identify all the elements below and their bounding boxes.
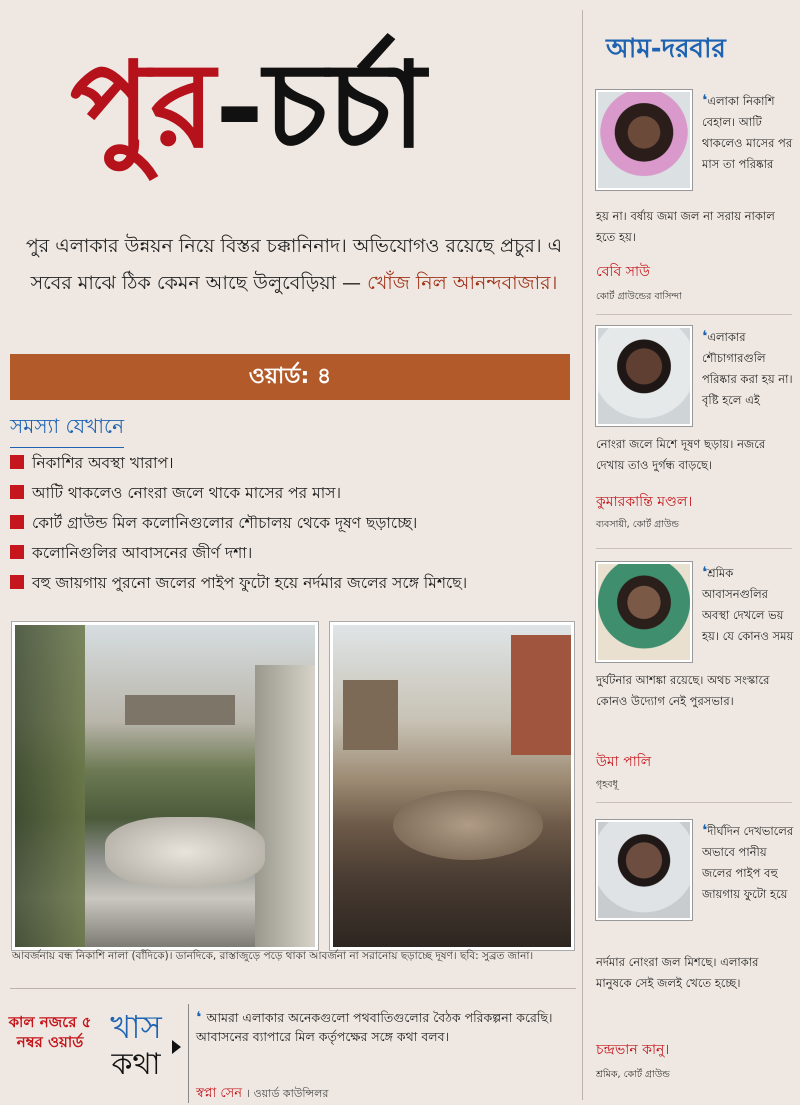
bullet-square-icon — [10, 545, 24, 559]
opinion-name: কুমারকান্তি মণ্ডল। — [596, 494, 693, 510]
street-photo — [330, 622, 574, 950]
problems-heading: সমস্যা যেখানে — [10, 412, 124, 448]
list-item: নিকাশির অবস্থা খারাপ। — [10, 448, 575, 478]
avatar — [596, 326, 692, 426]
opinion-card — [586, 326, 796, 546]
divider — [596, 314, 792, 315]
avatar — [596, 562, 692, 662]
avatar — [596, 820, 692, 920]
opinion-name: চন্দ্রভান কানু। — [596, 1042, 670, 1058]
photo-house — [511, 635, 571, 755]
opinion-name: উমা পালি — [596, 754, 652, 770]
divider — [10, 988, 576, 989]
khas-word: খাস — [110, 1008, 162, 1046]
photo-bridge — [125, 695, 235, 725]
quote-mark-icon: ❛ — [702, 821, 708, 839]
drain-photo — [12, 622, 318, 950]
problems-list — [10, 448, 575, 598]
ward-banner: ওয়ার্ড: ৪ — [10, 354, 570, 400]
opinion-text-top: ❛দীর্ঘদিন দেখভালের অভাবে পানীয় জলের পাইপ বহু জায়গায় ফুটো হয়ে — [702, 821, 794, 901]
divider — [596, 802, 792, 803]
list-item: কলোনিগুলির আবাসনের জীর্ণ দশা। — [10, 538, 575, 568]
councillor-name: স্বপ্না সেন । ওয়ার্ড কাউন্সিলর — [196, 1086, 329, 1101]
bullet-square-icon — [10, 455, 24, 469]
opinion-text-bottom: হয় না। বর্ষায় জমা জল না সরায় নাকাল হতে হয়। — [596, 209, 775, 244]
opinion-text-bottom: দুর্ঘটনার আশঙ্কা রয়েছে। অথচ সংস্কারে কোনও উদ্যোগ নেই পুরসভার। — [596, 673, 770, 708]
photo-rickshaw — [343, 680, 398, 750]
quote-mark-icon: ❛ — [702, 563, 708, 581]
quote-mark-icon: ❛ — [702, 327, 708, 345]
opinion-role: কোর্ট গ্রাউন্ডের বাসিন্দা — [596, 291, 682, 302]
sidebar — [586, 0, 800, 1103]
opinion-card — [586, 562, 796, 802]
title-part-black: -চর্চা — [215, 35, 426, 174]
divider — [596, 548, 792, 549]
column-divider — [582, 10, 583, 1100]
list-item: বহু জায়গায় পুরনো জলের পাইপ ফুটো হয়ে নর্দমার জলের সঙ্গে মিশছে। — [10, 568, 575, 598]
sidebar-title: আম-দরবার — [606, 34, 726, 64]
list-item: কোর্ট গ্রাউন্ড মিল কলোনিগুলোর শৌচালয় থেকে দূষণ ছড়াচ্ছে। — [10, 508, 575, 538]
bullet-square-icon — [10, 575, 24, 589]
intro-credit: খোঁজ নিল আনন্দবাজার। — [367, 272, 558, 294]
opinion-role: ব্যবসায়ী, কোর্ট গ্রাউন্ড — [596, 519, 680, 530]
opinion-text-top: ❛এলাকা নিকাশি বেহাল। আটি থাকলেও মাসের পর মাস তা পরিষ্কার — [702, 91, 793, 171]
arrow-right-icon — [172, 1040, 181, 1054]
bullet-square-icon — [10, 485, 24, 499]
quote-mark-icon: ❛ — [196, 1008, 207, 1026]
avatar — [596, 90, 692, 190]
opinion-role: গৃহবধূ — [596, 779, 618, 790]
intro-paragraph — [20, 228, 568, 302]
photo-garbage — [105, 817, 265, 887]
intro-text: পুর এলাকার উন্নয়ন নিয়ে বিস্তর চক্কানিনাদ। অভিযোগও রয়েছে প্রচুর। এ সবের মাঝে ঠিক কেমন আছে উলুবেড়িয়া — — [25, 235, 563, 294]
photo-caption: আবর্জনায় বন্ধ নিকাশি নালা (বাঁদিকে)। ডানদিকে, রাস্তাজুড়ে পড়ে থাকা আবর্জনা না সরানোয় ছড়াচ্ছে দূষণ। ছবি: সুব্রত জানা। — [12, 950, 534, 962]
divider — [188, 1004, 189, 1103]
title-part-red: পুর — [70, 35, 216, 174]
opinion-card — [586, 820, 796, 1103]
page-title — [70, 20, 530, 200]
opinion-card — [586, 90, 796, 310]
photo-wall-left — [15, 625, 85, 947]
katha-word: কথা — [111, 1047, 161, 1082]
bullet-square-icon — [10, 515, 24, 529]
ward-tag: কাল নজরে ৫ নম্বর ওয়ার্ড — [8, 1013, 92, 1051]
khas-katha-label — [104, 1008, 168, 1084]
photo-pig — [393, 790, 543, 860]
opinion-role: শ্রমিক, কোর্ট গ্রাউন্ড — [596, 1069, 670, 1080]
photo-wall-right — [255, 665, 315, 950]
opinion-text-bottom: নোংরা জলে মিশে দূষণ ছড়ায়। নজরে দেখায় তাও দুর্গন্ধ বাড়ছে। — [596, 437, 766, 472]
opinion-text-top: ❛শ্রমিক আবাসনগুলির অবস্থা দেখলে ভয় হয়। যে কোনও সময় — [702, 563, 794, 643]
councillor-quote: ❛ আমরা এলাকার অনেকগুলো পথবাতিগুলোর বৈঠক পরিকল্পনা করেছি। আবাসনের ব্যাপারে মিল কর্তৃপক্ষের সঙ্গে কথা বলব। — [196, 1008, 553, 1044]
opinion-text-bottom: নর্দমার নোংরা জল মিশছে। এলাকার মানুষকে সেই জলই খেতে হচ্ছে। — [596, 955, 759, 990]
opinion-name: বেবি সাউ — [596, 264, 650, 280]
list-item: আটি থাকলেও নোংরা জলে থাকে মাসের পর মাস। — [10, 478, 575, 508]
opinion-text-top: ❛এলাকার শৌচাগারগুলি পরিষ্কার করা হয় না। বৃষ্টি হলে এই — [702, 327, 793, 407]
quote-mark-icon: ❛ — [702, 91, 708, 109]
